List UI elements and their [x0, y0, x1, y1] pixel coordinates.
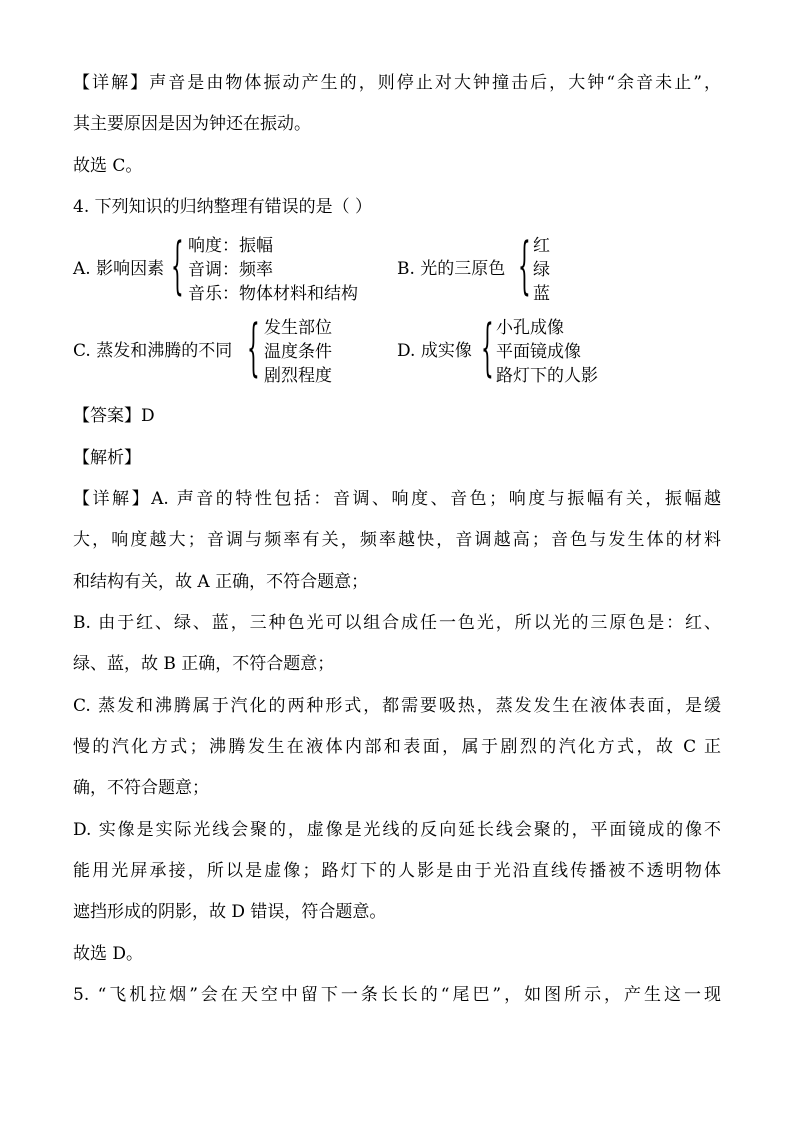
brace-c: { [247, 309, 260, 385]
analysis-heading: 【解析】 [73, 448, 141, 468]
option-d-item: 小孔成像 [496, 318, 564, 338]
question-4-stem: 4. 下列知识的归纳整理有错误的是（ ） [73, 197, 373, 217]
option-c-item: 剧烈程度 [264, 366, 332, 386]
paragraph-line: 大，响度越大；音调与频率有关，频率越快，音调越高；音色与发生体的材料 [73, 530, 721, 550]
answer-line: 【答案】D [73, 406, 155, 426]
option-a-item: 响度：振幅 [188, 236, 273, 256]
option-d-item: 路灯下的人影 [496, 366, 598, 386]
option-b-label: B. 光的三原色 [397, 259, 506, 279]
paragraph-line: 其主要原因是因为钟还在振动。 [73, 114, 311, 134]
brace-d: { [481, 309, 494, 385]
paragraph-line: 确，不符合题意； [73, 778, 209, 798]
paragraph-line: D. 实像是实际光线会聚的，虚像是光线的反向延长线会聚的，平面镜成的像不 [73, 820, 721, 840]
paragraph-line: C. 蒸发和沸腾属于汽化的两种形式，都需要吸热，蒸发发生在液体表面，是缓 [73, 696, 721, 716]
option-b-item: 绿 [533, 260, 550, 280]
option-c-label: C. 蒸发和沸腾的不同 [73, 341, 233, 361]
paragraph-line: 故选 D。 [73, 944, 144, 964]
paragraph-line: 能用光屏承接，所以是虚像；路灯下的人影是由于光沿直线传播被不透明物体 [73, 861, 721, 881]
option-a-label: A. 影响因素 [73, 259, 165, 279]
paragraph-line: B. 由于红、绿、蓝，三种色光可以组合成任一色光，所以光的三原色是：红、 [73, 613, 721, 633]
option-d-label: D. 成实像 [397, 341, 472, 361]
paragraph-line: 和结构有关，故 A 正确，不符合题意； [73, 572, 369, 592]
paragraph-line: 故选 C。 [73, 156, 143, 176]
paragraph-line: 【详解】声音是由物体振动产生的，则停止对大钟撞击后，大钟“余音未止”， [73, 73, 721, 93]
option-d-item: 平面镜成像 [496, 342, 581, 362]
option-c-item: 发生部位 [264, 318, 332, 338]
question-5-stem: 5. “飞机拉烟”会在天空中留下一条长长的“尾巴”，如图所示，产生这一现 [73, 985, 721, 1005]
brace-b: { [518, 227, 531, 303]
option-c-item: 温度条件 [264, 342, 332, 362]
paragraph-line: 【详解】A. 声音的特性包括：音调、响度、音色；响度与振幅有关，振幅越 [73, 489, 721, 509]
paragraph-line: 遮挡形成的阴影，故 D 错误，符合题意。 [73, 902, 387, 922]
paragraph-line: 绿、蓝，故 B 正确，不符合题意； [73, 654, 335, 674]
option-b-item: 红 [533, 236, 550, 256]
brace-a: { [171, 227, 184, 303]
option-a-item: 音乐：物体材料和结构 [188, 284, 358, 304]
option-a-item: 音调：频率 [188, 260, 273, 280]
paragraph-line: 慢的汽化方式；沸腾发生在液体内部和表面，属于剧烈的汽化方式，故 C 正 [73, 737, 721, 757]
option-b-item: 蓝 [533, 284, 550, 304]
